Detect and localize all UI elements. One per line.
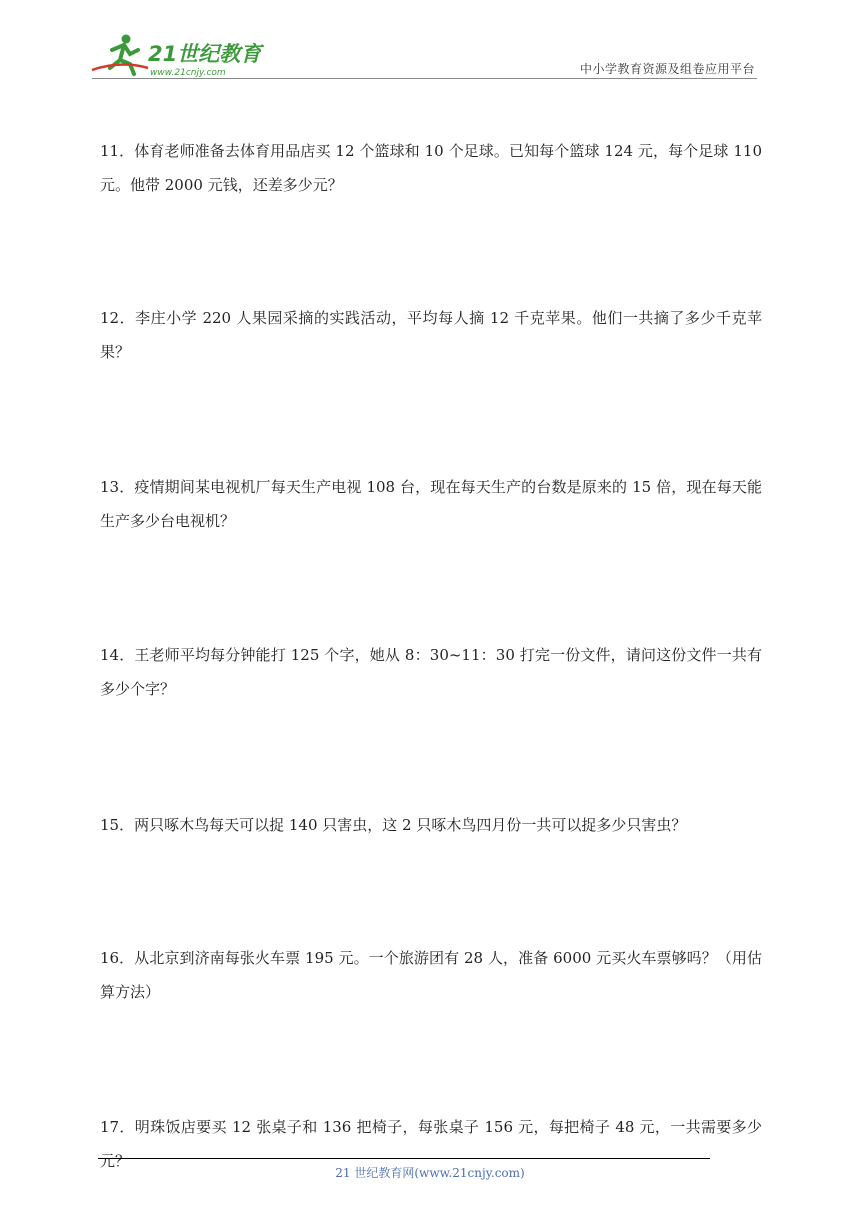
question-11: 11．体育老师准备去体育用品店买 12 个篮球和 10 个足球。已知每个篮球 124 元，每个足球 110 元。他带 2000 元钱，还差多少元？ [100, 142, 762, 194]
logo-url-text: www.21cnjy.com [150, 68, 226, 78]
question-15: 15．两只啄木鸟每天可以捉 140 只害虫，这 2 只啄木鸟四月份一共可以捉多少只害虫？ [100, 816, 687, 834]
question-12: 12．李庄小学 220 人果园采摘的实践活动，平均每人摘 12 千克苹果。他们一共摘了多少千克苹果？ [100, 309, 762, 361]
header-platform-text: 中小学教育资源及组卷应用平台 [579, 62, 755, 76]
question-14: 14．王老师平均每分钟能打 125 个字，她从 8：30~11：30 打完一份文件，请问这份文件一共有多少个字？ [100, 646, 762, 698]
header-divider [92, 78, 757, 79]
runner-icon [92, 35, 148, 75]
question-16: 16．从北京到济南每张火车票 195 元。一个旅游团有 28 人，准备 6000 元买火车票够吗？（用估算方法） [100, 949, 762, 1001]
footer-divider [98, 1158, 710, 1159]
question-17: 17．明珠饭店要买 12 张桌子和 136 把椅子，每张桌子 156 元，每把椅子 48 元，一共需要多少元？ [100, 1118, 762, 1170]
question-13: 13．疫情期间某电视机厂每天生产电视 108 台，现在每天生产的台数是原来的 15 倍，现在每天能生产多少台电视机？ [100, 478, 762, 530]
logo-text: 21世纪教育 [148, 42, 262, 66]
footer-link[interactable]: 21 世纪教育网(www.21cnjy.com) [335, 1166, 525, 1180]
site-logo [90, 30, 270, 80]
page-header [0, 0, 860, 90]
